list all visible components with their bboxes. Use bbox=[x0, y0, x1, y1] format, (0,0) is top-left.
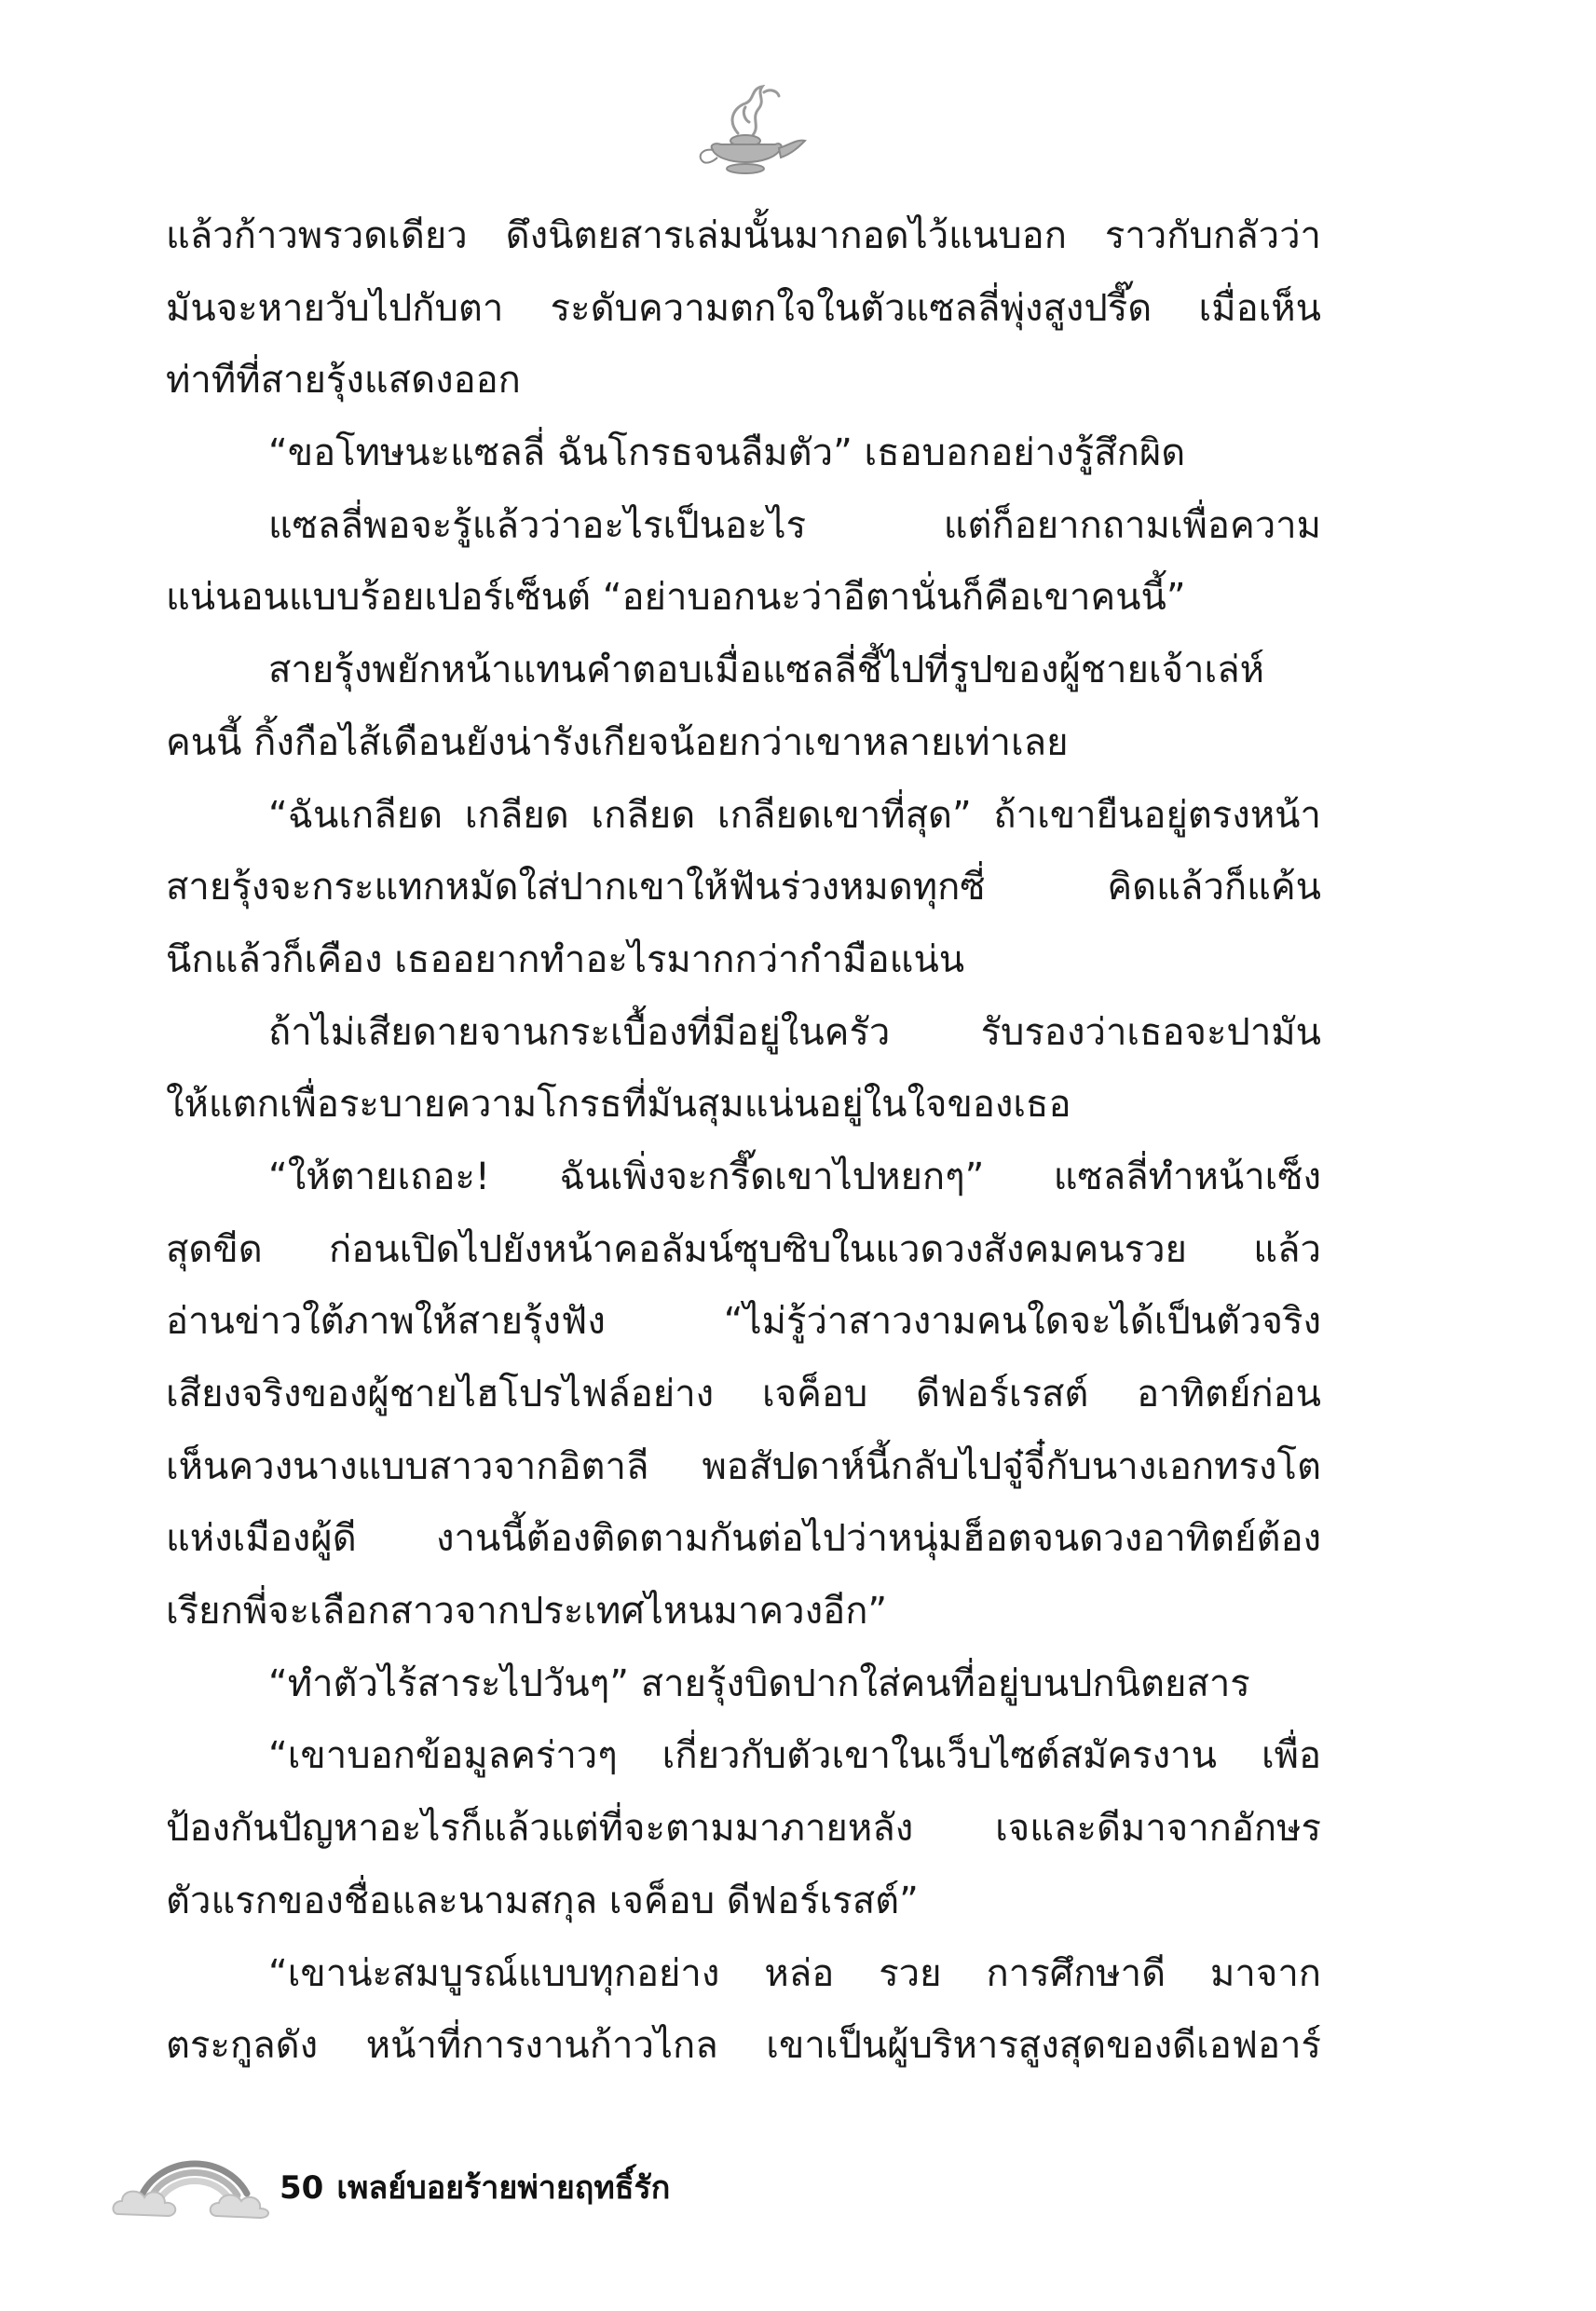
footer-text bbox=[280, 2167, 683, 2208]
page-number: 50 bbox=[280, 2169, 324, 2207]
text-line: ถ้าไม่เสียดายจานกระเบื้องที่มีอยู่ในครัว รับรองว่าเธอจะปามัน bbox=[268, 1010, 1321, 1054]
text-line: แซลลี่พอจะรู้แล้วว่าอะไรเป็นอะไร แต่ก็อยากถามเพื่อความ bbox=[268, 503, 1321, 547]
text-line: มันจะหายวับไปกับตา ระดับความตกใจในตัวแซลลี่พุ่งสูงปรี๊ด เมื่อเห็น bbox=[166, 286, 1321, 330]
text-line: สุดขีด ก่อนเปิดไปยังหน้าคอลัมน์ซุบซิบในแวดวงสังคมคนรวย แล้ว bbox=[166, 1227, 1321, 1271]
page-footer bbox=[107, 2125, 946, 2227]
text-line: สายรุ้งจะกระแทกหมัดใส่ปากเขาให้ฟันร่วงหมดทุกซี่ คิดแล้วก็แค้น bbox=[166, 866, 1321, 909]
text-line: อ่านข่าวใต้ภาพให้สายรุ้งฟัง “ไม่รู้ว่าสาวงามคนใดจะได้เป็นตัวจริง bbox=[166, 1300, 1321, 1344]
text-line: คนนี้ กิ้งกือไส้เดือนยังน่ารังเกียจน้อยกว่าเขาหลายเท่าเลย bbox=[166, 720, 1069, 764]
text-line: ป้องกันปัญหาอะไรก็แล้วแต่ที่จะตามมาภายหลัง เจและดีมาจากอักษร bbox=[166, 1807, 1321, 1851]
text-line: ท่าทีที่สายรุ้งแสดงออก bbox=[166, 359, 521, 403]
text-line: เสียงจริงของผู้ชายไฮโปรไฟล์อย่าง เจค็อบ ดีฟอร์เรสต์ อาทิตย์ก่อน bbox=[166, 1373, 1321, 1415]
rainbow-cloud-icon bbox=[107, 2125, 280, 2227]
body-text bbox=[166, 200, 1321, 2083]
text-line: “ฉันเกลียด เกลียด เกลียด เกลียดเขาที่สุด” ถ้าเขายืนอยู่ตรงหน้า bbox=[268, 793, 1321, 837]
book-title: เพลย์บอยร้ายพ่ายฤทธิ์รัก bbox=[336, 2169, 671, 2207]
text-line: เรียกพี่จะเลือกสาวจากประเทศไหนมาควงอีก” bbox=[166, 1590, 888, 1634]
text-line: ตระกูลดัง หน้าที่การงานก้าวไกล เขาเป็นผู้บริหารสูงสุดของดีเอฟอาร์ bbox=[166, 2024, 1321, 2068]
text-line: แน่นอนแบบร้อยเปอร์เซ็นต์ “อย่าบอกนะว่าอีตานั่นก็คือเขาคนนี้” bbox=[166, 576, 1186, 620]
text-line: นึกแล้วก็เคือง เธออยากทำอะไรมากกว่ากำมือแน่น bbox=[166, 937, 965, 981]
text-line: “เขาน่ะสมบูรณ์แบบทุกอย่าง หล่อ รวย การศึกษาดี มาจาก bbox=[268, 1951, 1321, 1995]
text-line: แห่งเมืองผู้ดี งานนี้ต้องติดตามกันต่อไปว่าหนุ่มฮ็อตจนดวงอาทิตย์ต้อง bbox=[166, 1517, 1321, 1561]
text-line: สายรุ้งพยักหน้าแทนคำตอบเมื่อแซลลี่ชี้ไปที่รูปของผู้ชายเจ้าเล่ห์ bbox=[268, 649, 1265, 692]
genie-lamp-icon bbox=[680, 79, 811, 182]
text-line: ตัวแรกของชื่อและนามสกุล เจค็อบ ดีฟอร์เรสต์” bbox=[166, 1879, 919, 1922]
text-line: “ขอโทษนะแซลลี่ ฉันโกรธจนลืมตัว” เธอบอกอย่างรู้สึกผิด bbox=[268, 431, 1186, 475]
text-line: แล้วก้าวพรวดเดียว ดึงนิตยสารเล่มนั้นมากอดไว้แนบอก ราวกับกลัวว่า bbox=[166, 214, 1321, 257]
text-line: ให้แตกเพื่อระบายความโกรธที่มันสุมแน่นอยู่ในใจของเธอ bbox=[166, 1083, 1071, 1127]
text-line: “เขาบอกข้อมูลคร่าวๆ เกี่ยวกับตัวเขาในเว็บไซต์สมัครงาน เพื่อ bbox=[268, 1734, 1321, 1778]
text-line: “ให้ตายเถอะ! ฉันเพิ่งจะกรี๊ดเขาไปหยกๆ” แซลลี่ทำหน้าเซ็ง bbox=[268, 1155, 1321, 1198]
text-line: เห็นควงนางแบบสาวจากอิตาลี พอสัปดาห์นี้กลับไปจู๋จี๋กับนางเอกทรงโต bbox=[166, 1444, 1321, 1488]
text-line: “ทำตัวไร้สาระไปวันๆ” สายรุ้งบิดปากใส่คนที่อยู่บนปกนิตยสาร bbox=[268, 1661, 1250, 1705]
